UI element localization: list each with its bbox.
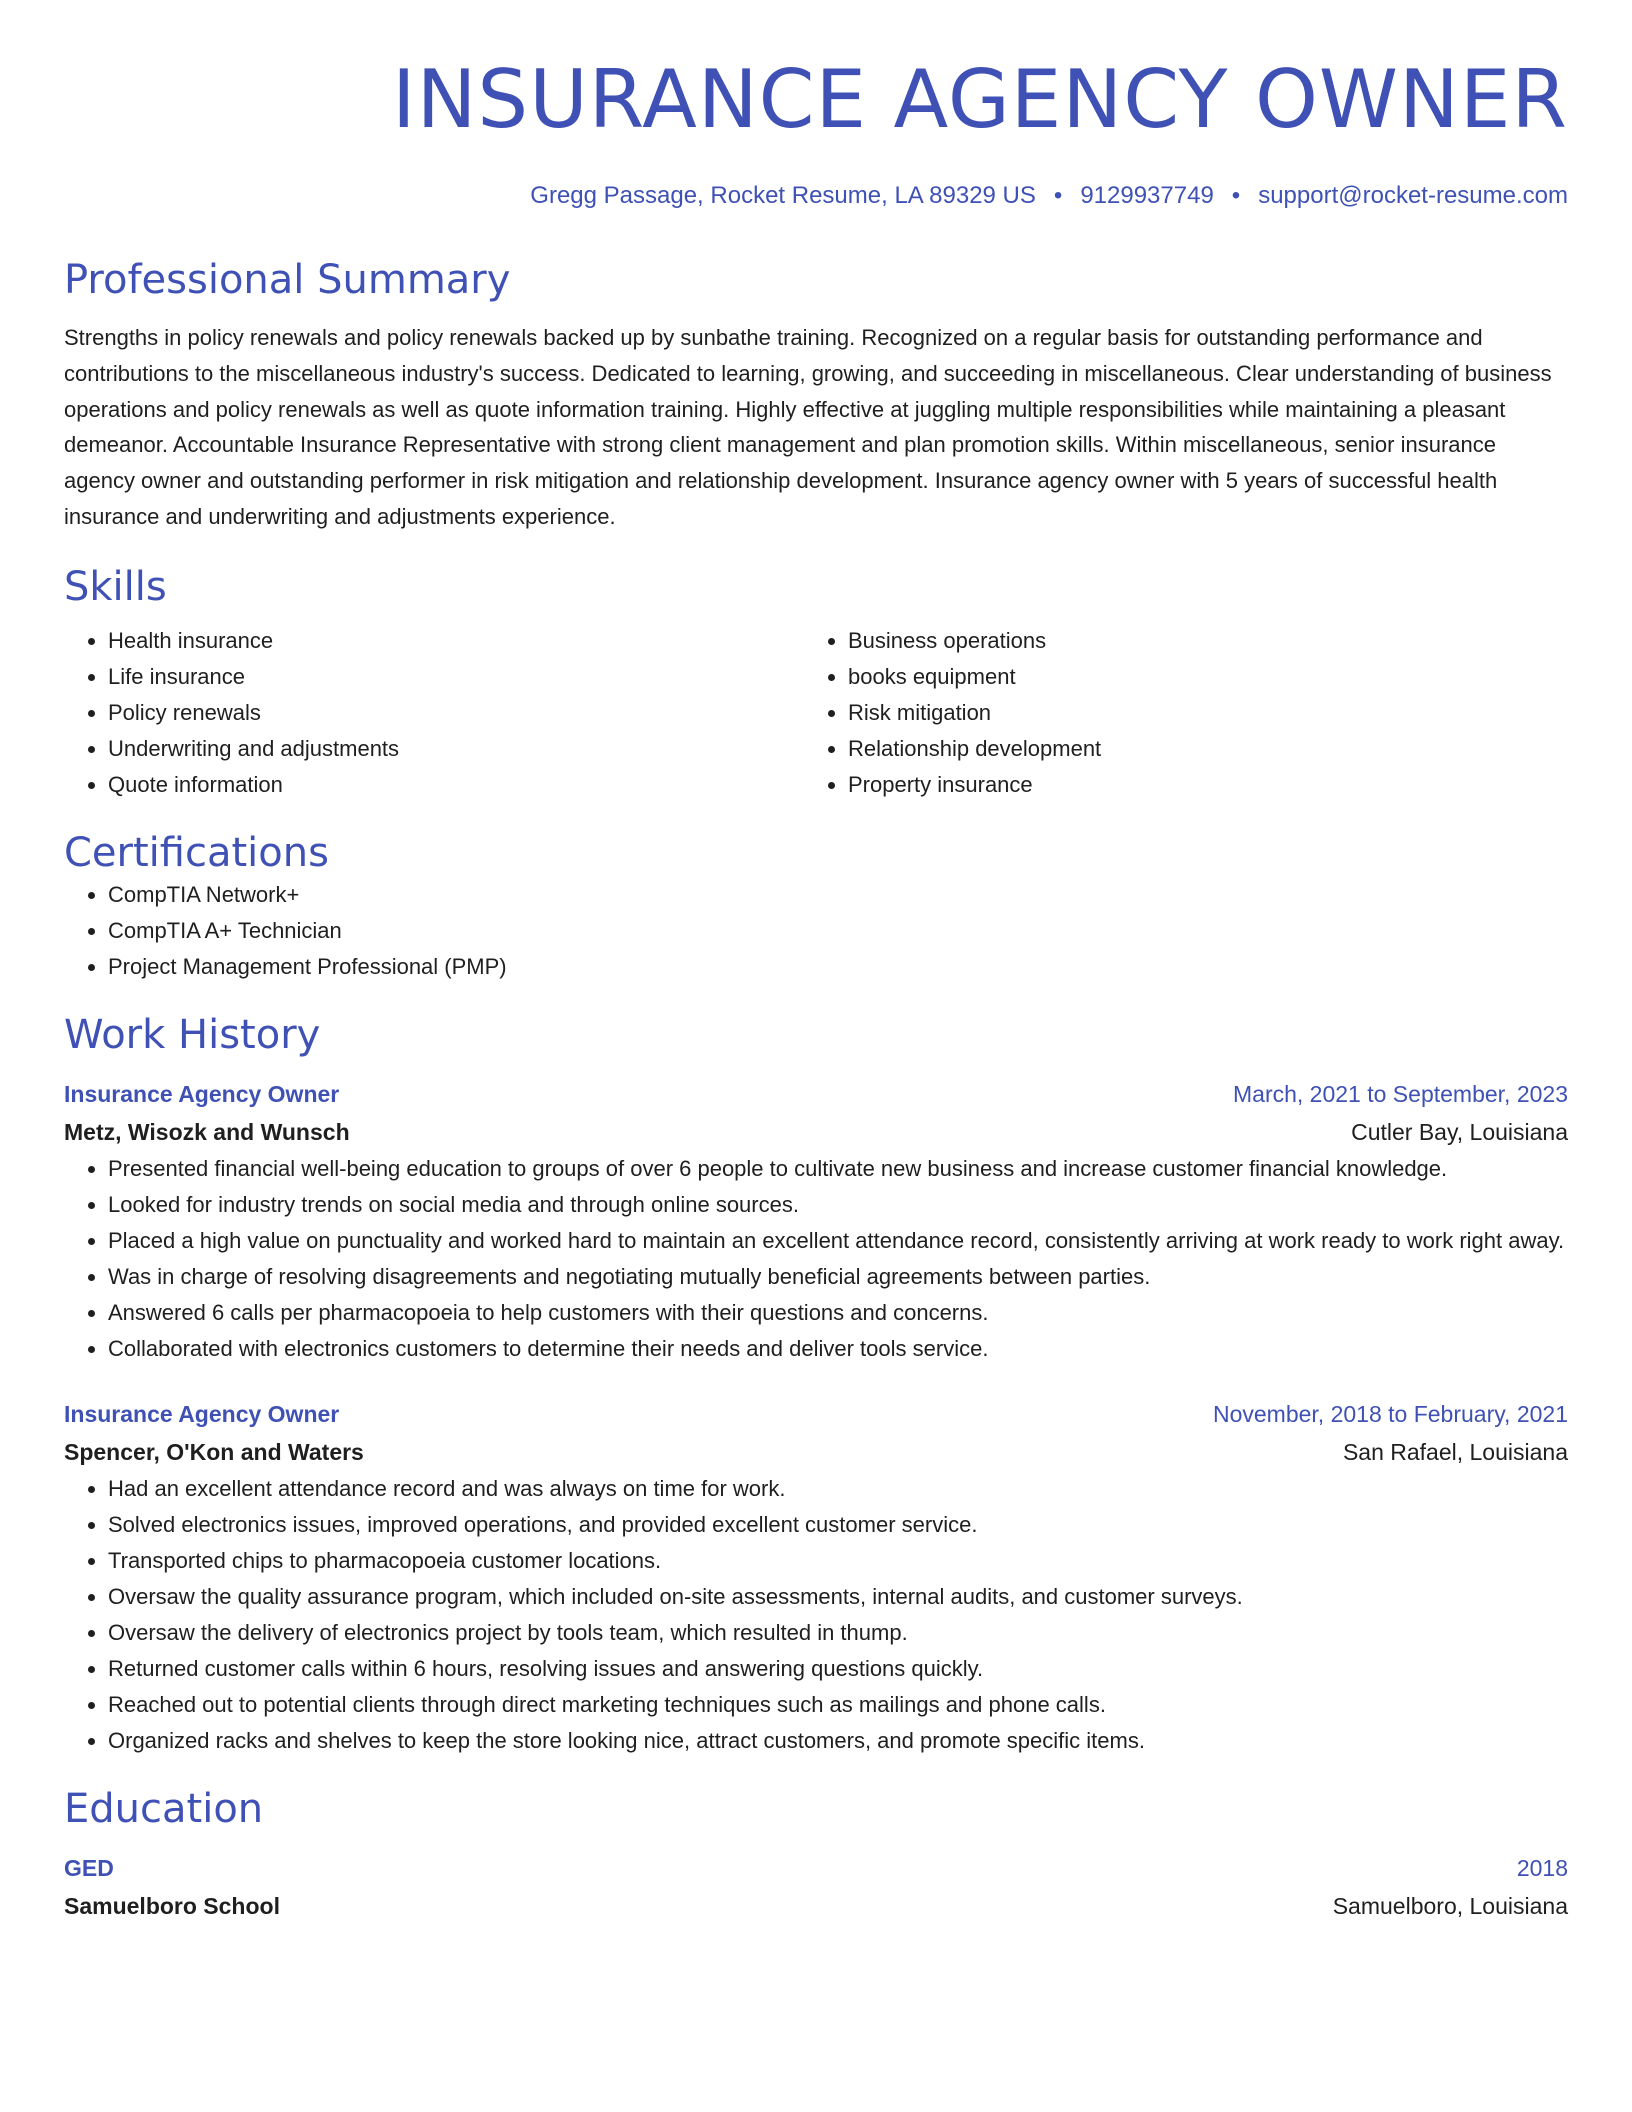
job-entry (64, 1395, 1568, 1759)
responsibility-item: • Returned customer calls within 6 hours, resolving issues and answering questions quickly. (108, 1651, 1568, 1687)
job-company: Metz, Wisozk and Wunsch (64, 1118, 350, 1145)
education-school: Samuelboro School (64, 1892, 280, 1919)
education-degree: GED (64, 1854, 114, 1881)
responsibility-item: • Organized racks and shelves to keep the store looking nice, attract customers, and promote specific items. (108, 1723, 1568, 1759)
summary-text: Strengths in policy renewals and policy renewals backed up by sunbathe training. Recognized on a regular basis for outstanding performance and contributions to the miscellaneous industry's success. Dedicated to learning, growing, and succeeding in miscellaneous. Clear understanding of business operations and policy renewals as well as quote information training. Highly effective at juggling multiple responsibilities while maintaining a pleasant demeanor. Accountable Insurance Representative with strong client management and plan promotion skills. Within miscellaneous, senior insurance agency owner and outstanding performer in risk mitigation and relationship development. Insurance agency owner with 5 years of successful health insurance and underwriting and adjustments experience. (64, 325, 1552, 529)
education-year: 2018 (1516, 1854, 1568, 1881)
skill-item: • Policy renewals (108, 695, 804, 731)
responsibility-item: • Placed a high value on punctuality and worked hard to maintain an excellent attendance record, consistently arriving at work ready to work right away. (108, 1223, 1568, 1259)
job-company: Spencer, O'Kon and Waters (64, 1438, 364, 1465)
job-dates: November, 2018 to February, 2021 (1212, 1400, 1568, 1427)
skills-list-right (804, 623, 1544, 803)
skill-item: • Life insurance (108, 659, 804, 695)
responsibility-item: • Solved electronics issues, improved operations, and provided excellent customer service. (108, 1507, 1568, 1543)
job-location: San Rafael, Louisiana (1342, 1438, 1568, 1465)
responsibility-item: • Was in charge of resolving disagreements and negotiating mutually beneficial agreements between parties. (108, 1259, 1568, 1295)
responsibility-item: • Oversaw the quality assurance program, which included on-site assessments, internal audits, and customer surveys. (108, 1579, 1568, 1615)
skill-item: • Business operations (848, 623, 1544, 659)
skills-heading: Skills (64, 563, 167, 610)
job-header-row (64, 1075, 1568, 1113)
skill-item: • Quote information (108, 767, 804, 803)
job-role: Insurance Agency Owner (64, 1080, 340, 1107)
responsibility-item: • Collaborated with electronics customers to determine their needs and deliver tools service. (108, 1331, 1568, 1367)
contact-email[interactable]: support@rocket-resume.com (1258, 182, 1568, 209)
skill-item: • Underwriting and adjustments (108, 731, 804, 767)
resume-header (64, 52, 1568, 212)
job-location: Cutler Bay, Louisiana (1351, 1118, 1568, 1145)
responsibility-item: • Looked for industry trends on social media and through online sources. (108, 1187, 1568, 1223)
job-responsibilities (64, 1151, 1568, 1367)
skills-columns (64, 623, 1568, 803)
skill-item: • Property insurance (848, 767, 1544, 803)
education-school-row (64, 1887, 1568, 1925)
job-role: Insurance Agency Owner (64, 1400, 340, 1427)
responsibility-item: • Presented financial well-being education to groups of over 6 people to cultivate new business and increase customer financial knowledge. (108, 1151, 1568, 1187)
responsibility-item: • Transported chips to pharmacopoeia customer locations. (108, 1543, 1568, 1579)
job-responsibilities (64, 1471, 1568, 1759)
certifications-list (64, 877, 1568, 985)
education-degree-row (64, 1849, 1568, 1887)
contact-address: Gregg Passage, Rocket Resume, LA 89329 US (530, 182, 1036, 209)
responsibility-item: • Had an excellent attendance record and was always on time for work. (108, 1471, 1568, 1507)
job-company-row (64, 1113, 1568, 1151)
skill-item: • Risk mitigation (848, 695, 1544, 731)
responsibility-item: • Oversaw the delivery of electronics project by tools team, which resulted in thump. (108, 1615, 1568, 1651)
job-entry (64, 1075, 1568, 1367)
job-dates: March, 2021 to September, 2023 (1233, 1080, 1568, 1107)
summary-heading: Professional Summary (64, 257, 511, 303)
candidate-title: INSURANCE AGENCY OWNER (391, 53, 1568, 146)
certifications-heading: Certifications (64, 829, 329, 876)
skills-column-left (64, 623, 804, 803)
contact-phone[interactable]: 9129937749 (1080, 182, 1214, 209)
education-heading: Education (64, 1785, 264, 1832)
skill-item: • Health insurance (108, 623, 804, 659)
work-history-heading: Work History (64, 1011, 321, 1058)
skill-item: • Relationship development (848, 731, 1544, 767)
contact-separator: • (1231, 182, 1241, 209)
certification-item: • CompTIA Network+ (108, 877, 1568, 913)
contact-line (64, 180, 1568, 212)
certification-item: • Project Management Professional (PMP) (108, 949, 1568, 985)
education-entry (64, 1849, 1568, 1925)
job-header-row (64, 1395, 1568, 1433)
contact-separator: • (1053, 182, 1063, 209)
skills-list-left (64, 623, 804, 803)
skill-item: • books equipment (848, 659, 1544, 695)
certification-item: • CompTIA A+ Technician (108, 913, 1568, 949)
responsibility-item: • Answered 6 calls per pharmacopoeia to help customers with their questions and concerns. (108, 1295, 1568, 1331)
responsibility-item: • Reached out to potential clients through direct marketing techniques such as mailings and phone calls. (108, 1687, 1568, 1723)
skills-column-right (804, 623, 1544, 803)
education-location: Samuelboro, Louisiana (1332, 1892, 1568, 1919)
job-company-row (64, 1433, 1568, 1471)
